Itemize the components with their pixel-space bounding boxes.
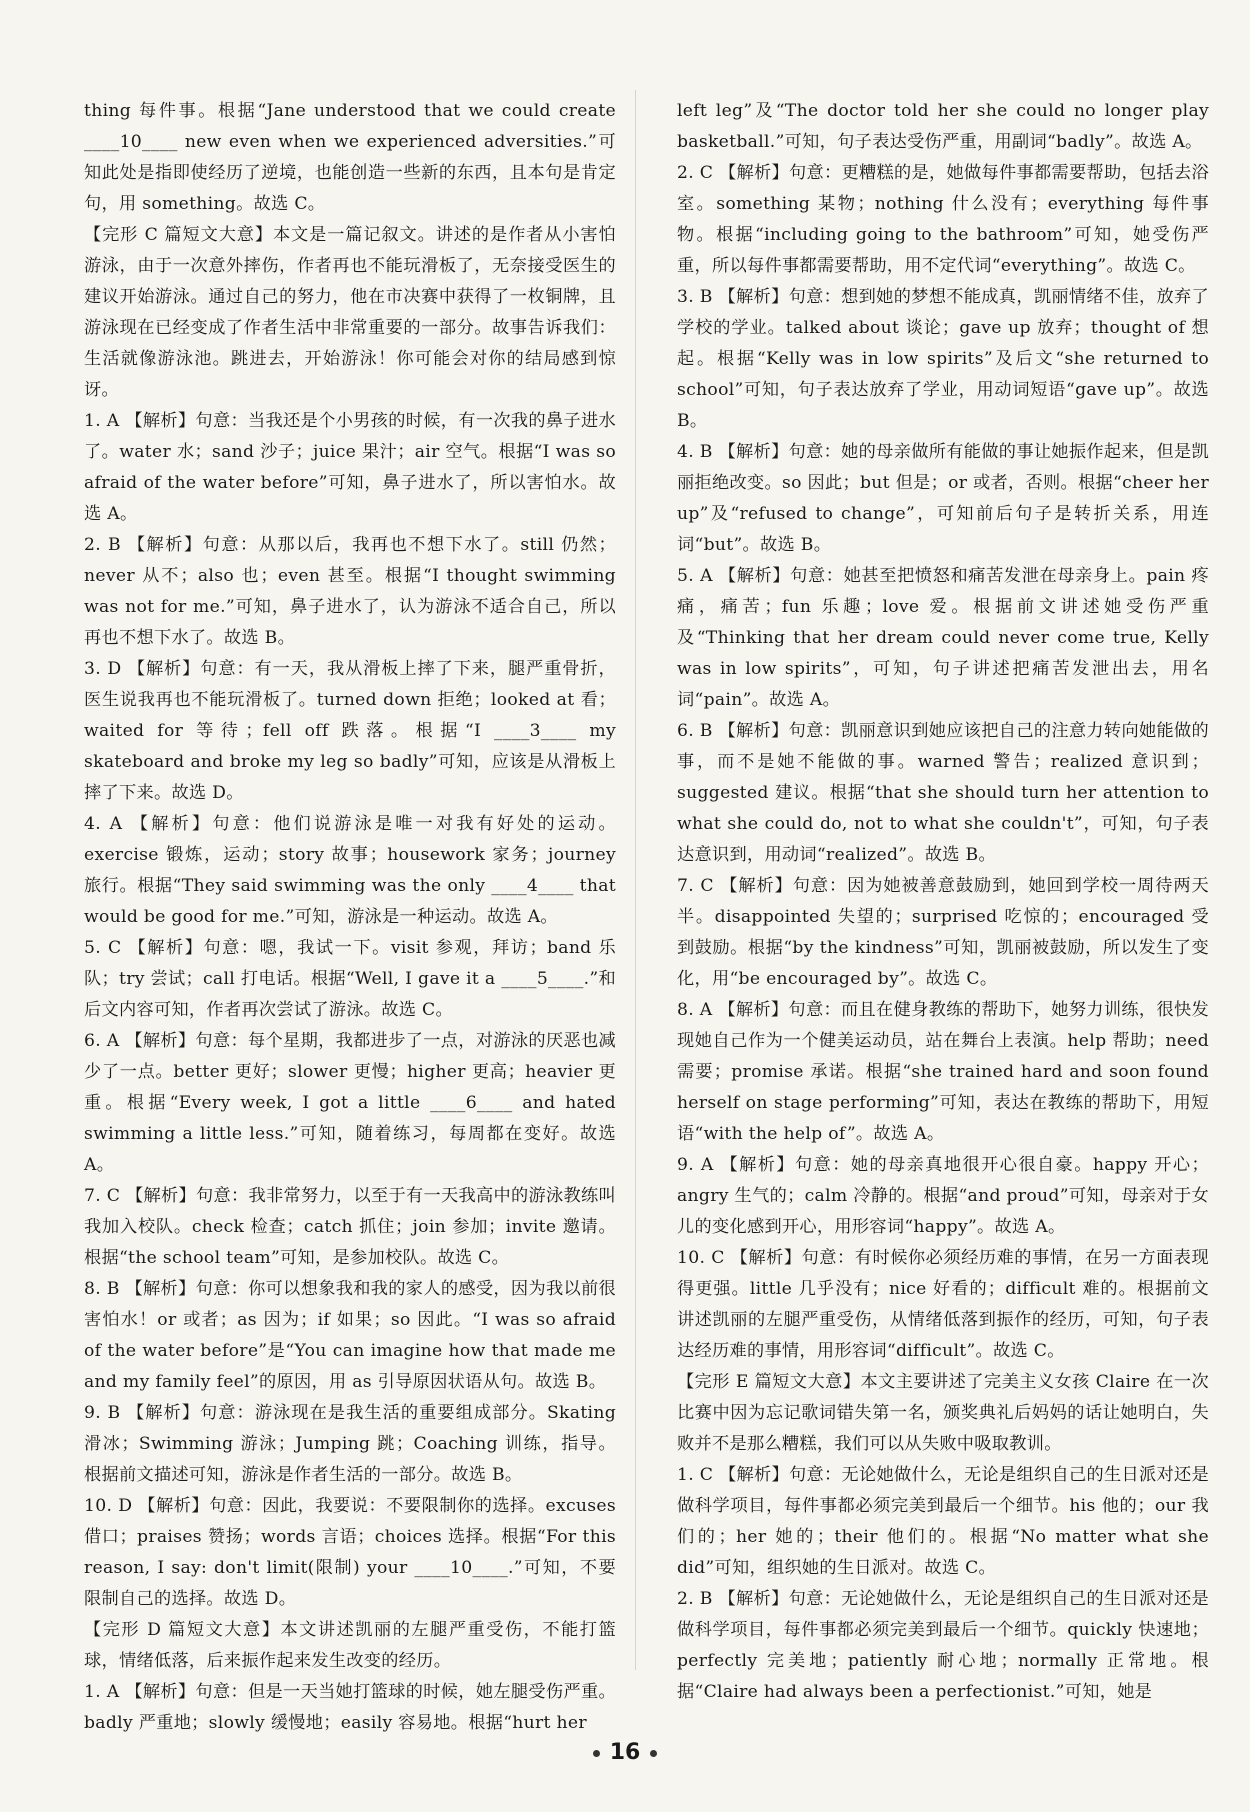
passage-summary-e: 【完形 E 篇短文大意】本文主要讲述了完美主义女孩 Claire 在一次比赛中因为忘记歌词错失第一名，颁奖典礼后妈妈的话让她明白，失败并不是那么糟糕，我们可以从失败中吸取教训。	[677, 1372, 1209, 1454]
right-column	[677, 96, 1209, 1708]
paragraph: left leg”及“The doctor told her she could no longer play basketball.”可知，句子表达受伤严重，用副词“badly”。故选 A。	[677, 101, 1209, 152]
answer-item: 5. A 【解析】句意：她甚至把愤怒和痛苦发泄在母亲身上。pain 疼痛，痛苦；fun 乐趣；love 爱。根据前文讲述她受伤严重及“Thinking that her dream could never come true, Kelly was in low spirits”，可知，句子讲述把痛苦发泄出去，用名词“pain”。故选 A。	[677, 566, 1209, 710]
answer-item: 2. B 【解析】句意：无论她做什么，无论是组织自己的生日派对还是做科学项目，每件事都必须完美到最后一个细节。quickly 快速地；perfectly 完美地；patiently 耐心地；normally 正常地。根据“Claire had always been a perfectionist.”可知，她是	[677, 1589, 1209, 1702]
answer-item: 6. A 【解析】句意：每个星期，我都进步了一点，对游泳的厌恶也减少了一点。better 更好；slower 更慢；higher 更高；heavier 更重。根据“Every week, I got a little ____6____ and hated swimming a little less.”可知，随着练习，每周都在变好。故选 A。	[84, 1031, 616, 1175]
answer-item: 4. B 【解析】句意：她的母亲做所有能做的事让她振作起来，但是凯丽拒绝改变。so 因此；but 但是；or 或者，否则。根据“cheer her up”及“refused to change”，可知前后句子是转折关系，用连词“but”。故选 B。	[677, 442, 1209, 555]
answer-item: 8. B 【解析】句意：你可以想象我和我的家人的感受，因为我以前很害怕水！or 或者；as 因为；if 如果；so 因此。“I was so afraid of the water before”是“You can imagine how that made me and my family feel”的原因，用 as 引导原因状语从句。故选 B。	[84, 1279, 616, 1392]
answer-item: 10. D 【解析】句意：因此，我要说：不要限制你的选择。excuses 借口；praises 赞扬；words 言语；choices 选择。根据“For this reason, I say: don't limit(限制) your ____10____.”可知，不要限制自己的选择。故选 D。	[84, 1496, 616, 1609]
dot-icon	[593, 1750, 600, 1757]
answer-item: 6. B 【解析】句意：凯丽意识到她应该把自己的注意力转向她能做的事，而不是她不能做的事。warned 警告；realized 意识到；suggested 建议。根据“that she should turn her attention to what she could do, not to what she couldn't”，可知，句子表达意识到，用动词“realized”。故选 B。	[677, 721, 1209, 865]
answer-item: 3. B 【解析】句意：想到她的梦想不能成真，凯丽情绪不佳，放弃了学校的学业。talked about 谈论；gave up 放弃；thought of 想起。根据“Kelly was in low spirits”及后文“she returned to school”可知，句子表达放弃了学业，用动词短语“gave up”。故选 B。	[677, 287, 1209, 431]
answer-item: 9. B 【解析】句意：游泳现在是我生活的重要组成部分。Skating 滑冰；Swimming 游泳；Jumping 跳；Coaching 训练，指导。根据前文描述可知，游泳是作者生活的一部分。故选 B。	[84, 1403, 616, 1485]
paragraph: thing 每件事。根据“Jane understood that we could create ____10____ new even when we experienced adversities.”可知此处是指即使经历了逆境，也能创造一些新的东西，且本句是肯定句，用 something。故选 C。	[84, 101, 616, 214]
page-number-text: 16	[609, 1740, 641, 1765]
answer-item: 7. C 【解析】句意：因为她被善意鼓励到，她回到学校一周待两天半。disappointed 失望的；surprised 吃惊的；encouraged 受到鼓励。根据“by the kindness”可知，凯丽被鼓励，所以发生了变化，用“be encouraged by”。故选 C。	[677, 876, 1209, 989]
page-number	[0, 1740, 1250, 1765]
answer-item: 9. A 【解析】句意：她的母亲真地很开心很自豪。happy 开心；angry 生气的；calm 冷静的。根据“and proud”可知，母亲对于女儿的变化感到开心，用形容词“happy”。故选 A。	[677, 1155, 1209, 1237]
answer-item: 7. C 【解析】句意：我非常努力，以至于有一天我高中的游泳教练叫我加入校队。check 检查；catch 抓住；join 参加；invite 邀请。根据“the school team”可知，是参加校队。故选 C。	[84, 1186, 616, 1268]
dot-icon	[650, 1750, 657, 1757]
answer-item: 4. A 【解析】句意：他们说游泳是唯一对我有好处的运动。exercise 锻炼，运动；story 故事；housework 家务；journey 旅行。根据“They said swimming was the only ____4____ that would be good for me.”可知，游泳是一种运动。故选 A。	[84, 814, 616, 927]
passage-summary-d: 【完形 D 篇短文大意】本文讲述凯丽的左腿严重受伤，不能打篮球，情绪低落，后来振作起来发生改变的经历。	[84, 1620, 616, 1671]
answer-item: 1. A 【解析】句意：但是一天当她打篮球的时候，她左腿受伤严重。badly 严重地；slowly 缓慢地；easily 容易地。根据“hurt her	[84, 1682, 616, 1733]
answer-item: 1. A 【解析】句意：当我还是个小男孩的时候，有一次我的鼻子进水了。water 水；sand 沙子；juice 果汁；air 空气。根据“I was so afraid of the water before”可知，鼻子进水了，所以害怕水。故选 A。	[84, 411, 616, 524]
answer-item: 1. C 【解析】句意：无论她做什么，无论是组织自己的生日派对还是做科学项目，每件事都必须完美到最后一个细节。his 他的；our 我们的；her 她的；their 他们的。根据“No matter what she did”可知，组织她的生日派对。故选 C。	[677, 1465, 1209, 1578]
answer-item: 3. D 【解析】句意：有一天，我从滑板上摔了下来，腿严重骨折，医生说我再也不能玩滑板了。turned down 拒绝；looked at 看；waited for 等待；fell off 跌落。根据“I ____3____ my skateboard and broke my leg so badly”可知，应该是从滑板上摔了下来。故选 D。	[84, 659, 616, 803]
answer-item: 5. C 【解析】句意：嗯，我试一下。visit 参观，拜访；band 乐队；try 尝试；call 打电话。根据“Well, I gave it a ____5____.”和后文内容可知，作者再次尝试了游泳。故选 C。	[84, 938, 616, 1020]
left-column	[84, 96, 616, 1739]
answer-item: 8. A 【解析】句意：而且在健身教练的帮助下，她努力训练，很快发现她自己作为一个健美运动员，站在舞台上表演。help 帮助；need 需要；promise 承诺。根据“she trained hard and soon found herself on stage performing”可知，表达在教练的帮助下，用短语“with the help of”。故选 A。	[677, 1000, 1209, 1144]
passage-summary-c: 【完形 C 篇短文大意】本文是一篇记叙文。讲述的是作者从小害怕游泳，由于一次意外摔伤，作者再也不能玩滑板了，无奈接受医生的建议开始游泳。通过自己的努力，他在市决赛中获得了一枚铜牌，且游泳现在已经变成了作者生活中非常重要的一部分。故事告诉我们：生活就像游泳池。跳进去，开始游泳！你可能会对你的结局感到惊讶。	[84, 225, 616, 400]
answer-item: 2. B 【解析】句意：从那以后，我再也不想下水了。still 仍然；never 从不；also 也；even 甚至。根据“I thought swimming was not for me.”可知，鼻子进水了，认为游泳不适合自己，所以再也不想下水了。故选 B。	[84, 535, 616, 648]
answer-item: 2. C 【解析】句意：更糟糕的是，她做每件事都需要帮助，包括去浴室。something 某物；nothing 什么没有；everything 每件事物。根据“including going to the bathroom”可知，她受伤严重，所以每件事都需要帮助，用不定代词“everything”。故选 C。	[677, 163, 1209, 276]
answer-item: 10. C 【解析】句意：有时候你必须经历难的事情，在另一方面表现得更强。little 几乎没有；nice 好看的；difficult 难的。根据前文讲述凯丽的左腿严重受伤，从情绪低落到振作的经历，可知，句子表达经历难的事情，用形容词“difficult”。故选 C。	[677, 1248, 1209, 1361]
column-divider	[635, 90, 636, 1670]
